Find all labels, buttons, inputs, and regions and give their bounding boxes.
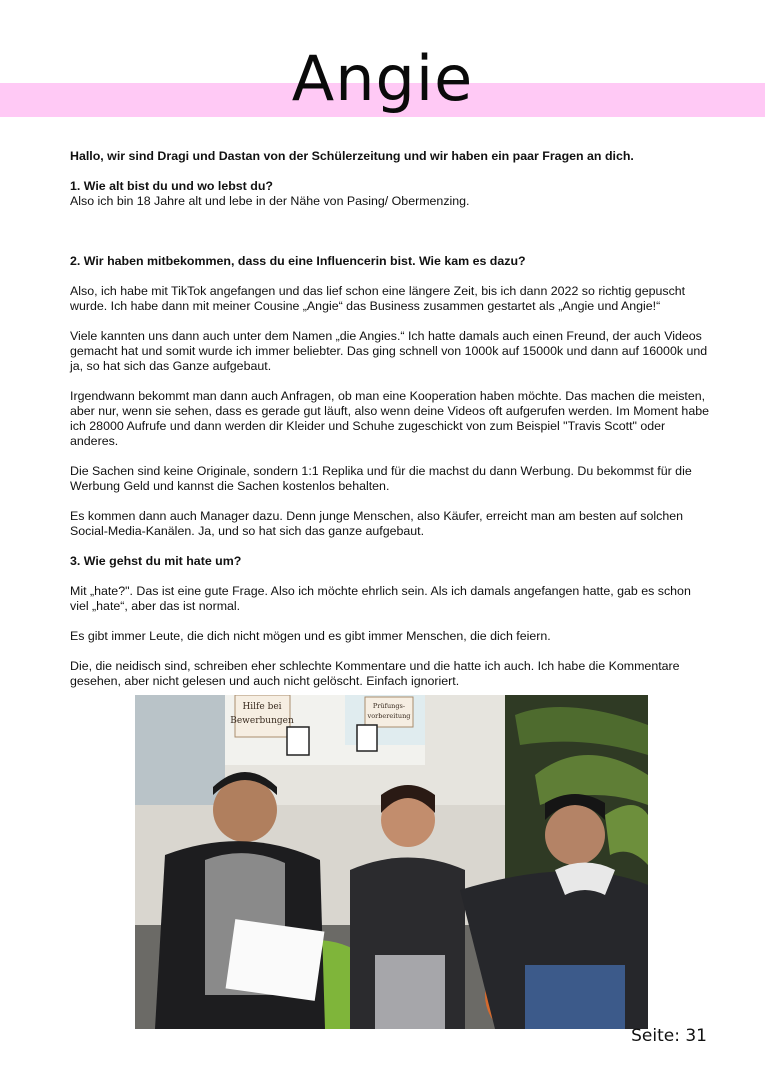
- sign-left-text: Hilfe bei: [242, 702, 282, 712]
- answer-3-paragraph-3: Die, die neidisch sind, schreiben eher schlechte Kommentare und die hatte ich auch. Ich habe die Kommentare gesehen, aber nicht gelesen und auch nicht gelöscht. Einfach ignoriert.: [70, 659, 680, 688]
- answer-3-paragraph-2: Es gibt immer Leute, die dich nicht mögen und es gibt immer Menschen, die dich feiern.: [70, 629, 551, 643]
- page-number: Seite: 31: [631, 1026, 707, 1046]
- interview-text: [70, 149, 710, 704]
- answer-2-paragraph-4: Die Sachen sind keine Originale, sondern 1:1 Replika und für die machst du dann Werbung. Du bekommst für die Werbung Geld und kannst die Sachen kostenlos behalten.: [70, 464, 692, 493]
- answer-2-paragraph-2: Viele kannten uns dann auch unter dem Namen „die Angies.“ Ich hatte damals auch einen Freund, der auch Videos gemacht hat und somit wurde ich immer beliebter. Das ging schnell von 1000k auf 15000k und dann auf 16000k und ja, so hat sich das Ganze aufgebaut.: [70, 329, 708, 373]
- page-title: Angie: [291, 42, 474, 115]
- question-2: 2. Wir haben mitbekommen, dass du eine Influencerin bist. Wie kam es dazu?: [70, 254, 526, 268]
- sign-right-text: Prüfungs-: [372, 702, 406, 710]
- interview-photo: [135, 695, 648, 1029]
- answer-1: Also ich bin 18 Jahre alt und lebe in der Nähe von Pasing/ Obermenzing.: [70, 194, 470, 208]
- question-3: 3. Wie gehst du mit hate um?: [70, 554, 242, 568]
- svg-text:Bewerbungen: Bewerbungen: [230, 716, 294, 726]
- intro-text: Hallo, wir sind Dragi und Dastan von der Schülerzeitung und wir haben ein paar Fragen an dich.: [70, 149, 634, 163]
- answer-2-paragraph-1: Also, ich habe mit TikTok angefangen und das lief schon eine längere Zeit, bis ich dann 2022 so richtig gepuscht wurde. Ich habe dann mit meiner Cousine „Angie“ das Business zusammen gestartet als „Angie und Angie!“: [70, 284, 686, 313]
- answer-2-paragraph-5: Es kommen dann auch Manager dazu. Denn junge Menschen, also Käufer, erreicht man am besten auf solchen Social-Media-Kanälen. Ja, und so hat sich das ganze aufgebaut.: [70, 509, 684, 538]
- answer-3-paragraph-1: Mit „hate?". Das ist eine gute Frage. Also ich möchte ehrlich sein. Als ich damals angefangen hatte, gab es schon viel „hate“, aber das ist normal.: [70, 584, 691, 613]
- svg-text:vorbereitung: vorbereitung: [367, 712, 411, 720]
- answer-2-paragraph-3: Irgendwann bekommt man dann auch Anfragen, ob man eine Kooperation haben möchte. Das machen die meisten, aber nur, wenn sie sehen, dass es gerade gut läuft, also wenn deine Videos oft aufgerufen werden. Im Moment habe ich 28000 Aufrufe und dann werden dir Kleider und Schuhe zugeschickt von zum Beispiel "Travis Scott" oder anderes.: [70, 389, 709, 448]
- question-1: 1. Wie alt bist du und wo lebst du?: [70, 179, 273, 193]
